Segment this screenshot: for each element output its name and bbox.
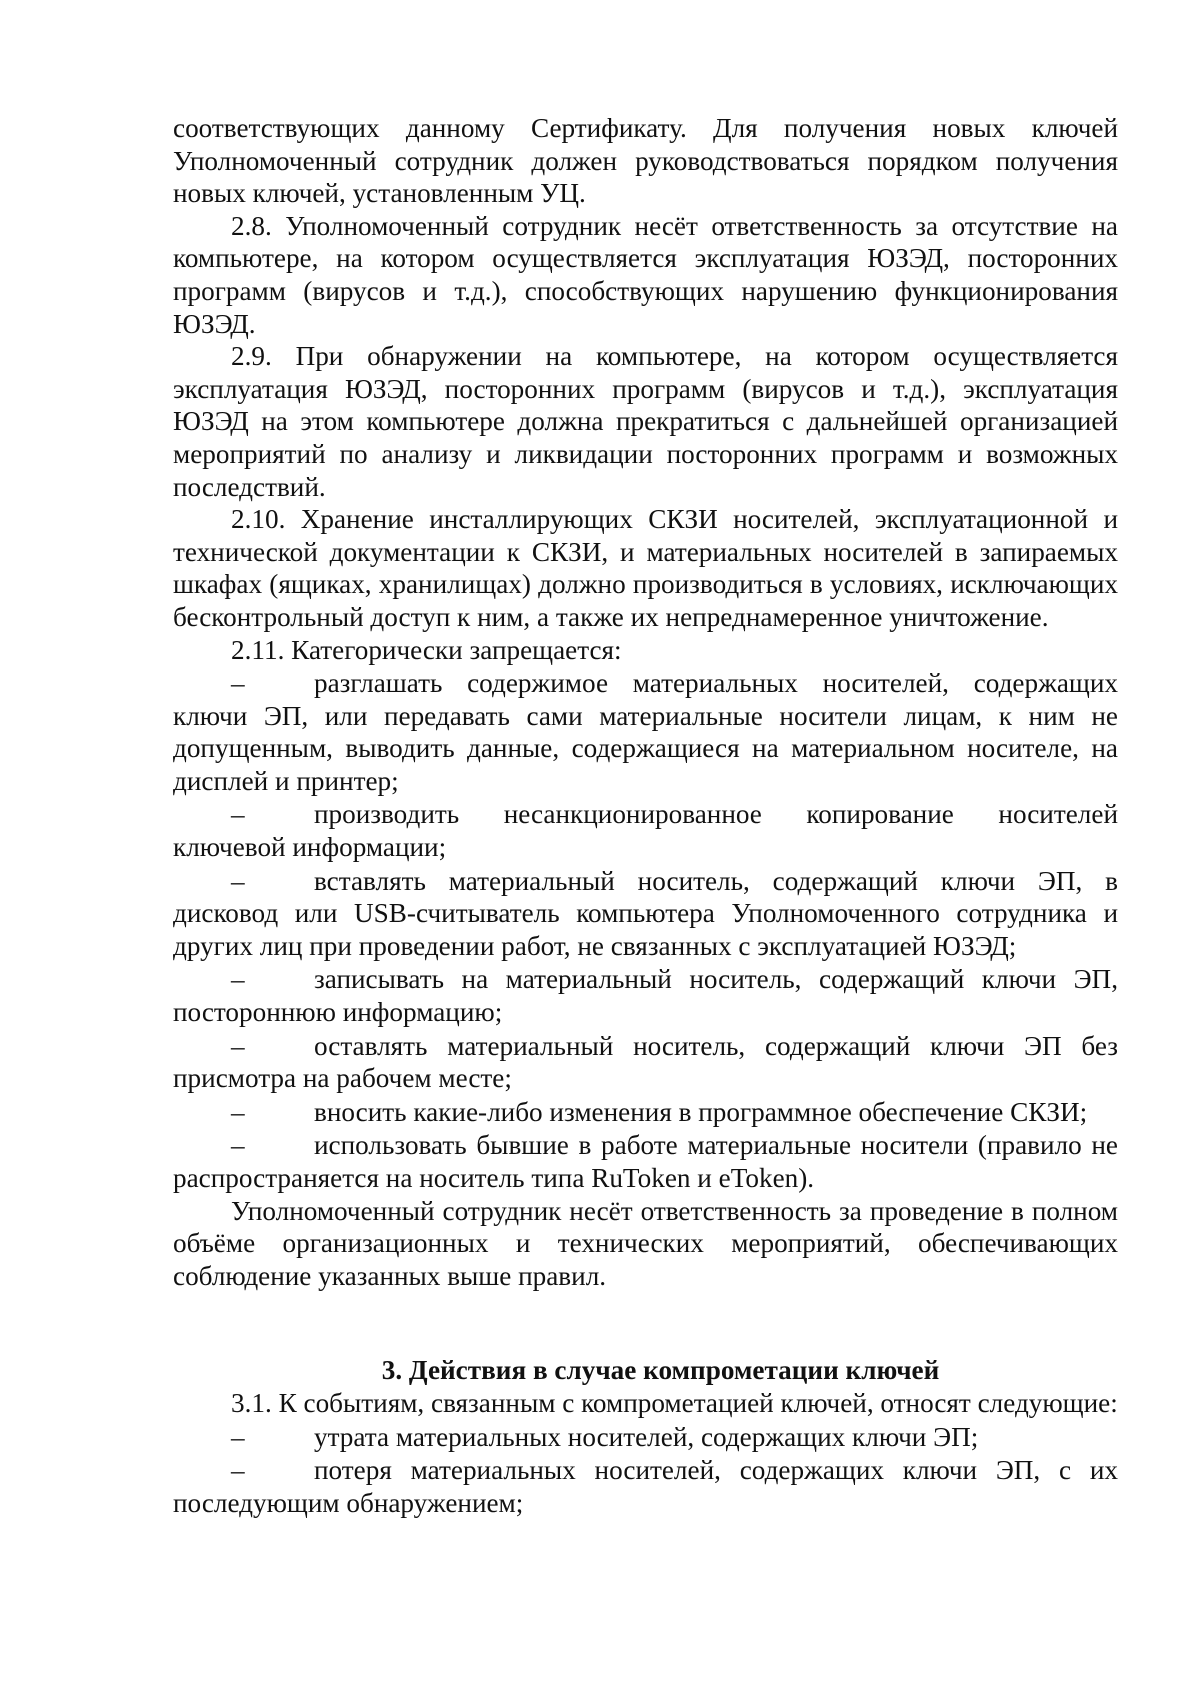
list-item-text: использовать бывшие в работе материальные носители (правило не распространяется на носитель типа RuToken и eToken). <box>173 1130 1118 1193</box>
dash-bullet: – <box>231 964 245 995</box>
paragraph-continuation: соответствующих данному Сертификату. Для получения новых ключей Уполномоченный сотрудник должен руководствоваться порядком получения новых ключей, установленным УЦ. <box>173 113 1118 209</box>
dash-bullet: – <box>231 1421 245 1452</box>
paragraph-3-1: 3.1. К событиям, связанным с компрометацией ключей, относят следующие: <box>231 1387 1118 1418</box>
dash-bullet: – <box>231 1096 245 1127</box>
list-item <box>173 1128 1118 1194</box>
paragraph-2-11: 2.11. Категорически запрещается: <box>231 634 622 665</box>
dash-bullet: – <box>231 799 245 830</box>
list-item-text: вставлять материальный носитель, содержащий ключи ЭП, в дисковод или USB-считыватель компьютера Уполномоченного сотрудника и других лиц при проведении работ, не связанных с эксплуатацией ЮЗЭД; <box>173 865 1118 961</box>
paragraph-2-8: 2.8. Уполномоченный сотрудник несёт ответственность за отсутствие на компьютере, на котором осуществляется эксплуатация ЮЗЭД, посторонних программ (вирусов и т.д.), способствующих нарушению функционирования ЮЗЭД. <box>173 210 1118 339</box>
list-item-text: записывать на материальный носитель, содержащий ключи ЭП, постороннюю информацию; <box>173 964 1118 1028</box>
list-item <box>173 1453 1118 1519</box>
list-item <box>173 797 1118 863</box>
paragraph-responsibility: Уполномоченный сотрудник несёт ответственность за проведение в полном объёме организационных и технических мероприятий, обеспечивающих соблюдение указанных выше правил. <box>173 1195 1118 1291</box>
paragraph-2-9: 2.9. При обнаружении на компьютере, на котором осуществляется эксплуатация ЮЗЭД, посторонних программ (вирусов и т.д.), эксплуатация ЮЗЭД на этом компьютере должна прекратиться с дальнейшей организацией мероприятий по анализу и ликвидации посторонних программ и возможных последствий. <box>173 341 1118 502</box>
dash-bullet: – <box>231 1030 245 1061</box>
list-item <box>173 864 1118 963</box>
list-item-text: потеря материальных носителей, содержащих ключи ЭП, с их последующим обнаружением; <box>173 1455 1118 1518</box>
dash-bullet: – <box>231 865 245 896</box>
section-3-heading: 3. Действия в случае компрометации ключей <box>381 1355 940 1386</box>
prohibitions-list <box>173 666 1118 1195</box>
dash-bullet: – <box>231 1130 245 1161</box>
list-item-text: оставлять материальный носитель, содержащий ключи ЭП без присмотра на рабочем месте; <box>173 1030 1118 1094</box>
list-item <box>173 962 1118 1028</box>
document-page <box>173 112 1118 1519</box>
dash-bullet: – <box>231 668 245 699</box>
list-item-text: разглашать содержимое материальных носителей, содержащих ключи ЭП, или передавать сами материальные носители лицам, к ним не допущенным, выводить данные, содержащиеся на материальном носителе, на дисплей и принтер; <box>173 668 1118 796</box>
list-item <box>173 666 1118 797</box>
list-item <box>173 1420 1118 1454</box>
compromise-events-list <box>173 1420 1118 1520</box>
list-item-text: утрата материальных носителей, содержащих ключи ЭП; <box>314 1421 979 1452</box>
dash-bullet: – <box>231 1455 245 1486</box>
list-item <box>173 1095 1118 1129</box>
paragraph-2-10: 2.10. Хранение инсталлирующих СКЗИ носителей, эксплуатационной и технической документации к СКЗИ, и материальных носителей в запираемых шкафах (ящиках, хранилищах) должно производиться в условиях, исключающих бесконтрольный доступ к ним, а также их непреднамеренное уничтожение. <box>173 504 1118 632</box>
list-item-text: вносить какие-либо изменения в программное обеспечение СКЗИ; <box>314 1096 1088 1127</box>
list-item-text: производить несанкционированное копирование носителей ключевой информации; <box>173 799 1118 863</box>
list-item <box>173 1029 1118 1095</box>
